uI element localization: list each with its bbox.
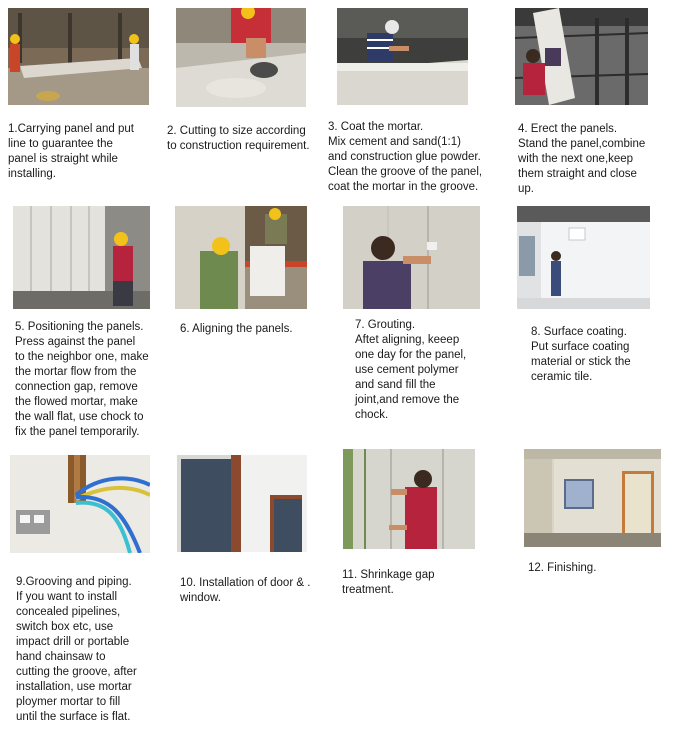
- step-9-caption: 9.Grooving and piping. If you want to install concealed pipelines, switch box etc, use impact drill or portable hand chainsaw to cutting the groove, after installation, use mortar ploymer mortar to fill until the surface is flat.: [16, 576, 137, 723]
- grooving-piping-image: [10, 455, 150, 553]
- workers-aligning-panels-image: [175, 206, 307, 309]
- step-11-caption: 11. Shrinkage gap treatment.: [342, 569, 435, 596]
- step-7-caption: 7. Grouting. Aftet aligning, keeep one day for the panel, use cement polymer and sand fill the joint,and remove the chock.: [355, 319, 467, 421]
- worker-shrinkage-gap-image: [343, 449, 475, 549]
- door-window-installation-photo: [177, 455, 307, 552]
- step-2-caption: 2. Cutting to size according to construction requirement.: [167, 125, 310, 152]
- step-12-caption: 12. Finishing.: [528, 562, 597, 574]
- worker-grouting-image: [343, 206, 480, 309]
- step-4-caption: 4. Erect the panels. Stand the panel,combine with the next one,keep them straight and close up.: [518, 123, 646, 195]
- workers-carrying-panel-photo: [8, 8, 149, 105]
- finished-room-image: [524, 449, 661, 547]
- worker-grouting-photo: [343, 206, 480, 309]
- worker-surface-coating-photo: [517, 206, 650, 309]
- step-6-caption: 6. Aligning the panels.: [180, 323, 293, 335]
- worker-coating-mortar-photo: [337, 8, 468, 105]
- worker-shrinkage-gap-photo: [343, 449, 475, 549]
- worker-positioning-panel-photo: [13, 206, 150, 309]
- step-10-caption: 10. Installation of door & . window.: [180, 577, 311, 604]
- workers-carrying-panel-image: [8, 8, 149, 105]
- worker-cutting-panel-photo: [176, 8, 306, 107]
- worker-coating-mortar-image: [337, 8, 468, 105]
- worker-surface-coating-image: [517, 206, 650, 309]
- grooving-piping-photo: [10, 455, 150, 553]
- step-8-caption: 8. Surface coating. Put surface coating material or stick the ceramic tile.: [531, 326, 631, 383]
- step-3-caption: 3. Coat the mortar. Mix cement and sand(1:1) and construction glue powder. Clean the groove of the panel, coat the mortar in the groove.: [328, 121, 483, 193]
- step-1-caption: 1.Carrying panel and put line to guarantee the panel is straight while installing.: [8, 123, 134, 180]
- worker-positioning-panel-image: [13, 206, 150, 309]
- workers-erecting-panel-photo: [515, 8, 648, 105]
- worker-cutting-panel-image: [176, 8, 306, 107]
- door-window-installation-image: [177, 455, 307, 552]
- finished-room-photo: [524, 449, 661, 547]
- workers-erecting-panel-image: [515, 8, 648, 105]
- step-5-caption: 5. Positioning the panels. Press against the panel to the neighbor one, make the mortar flow from the connection gap, remove the flowed mortar, make the wall flat, use chock to fix the panel temporarily.: [15, 321, 149, 438]
- workers-aligning-panels-photo: [175, 206, 307, 309]
